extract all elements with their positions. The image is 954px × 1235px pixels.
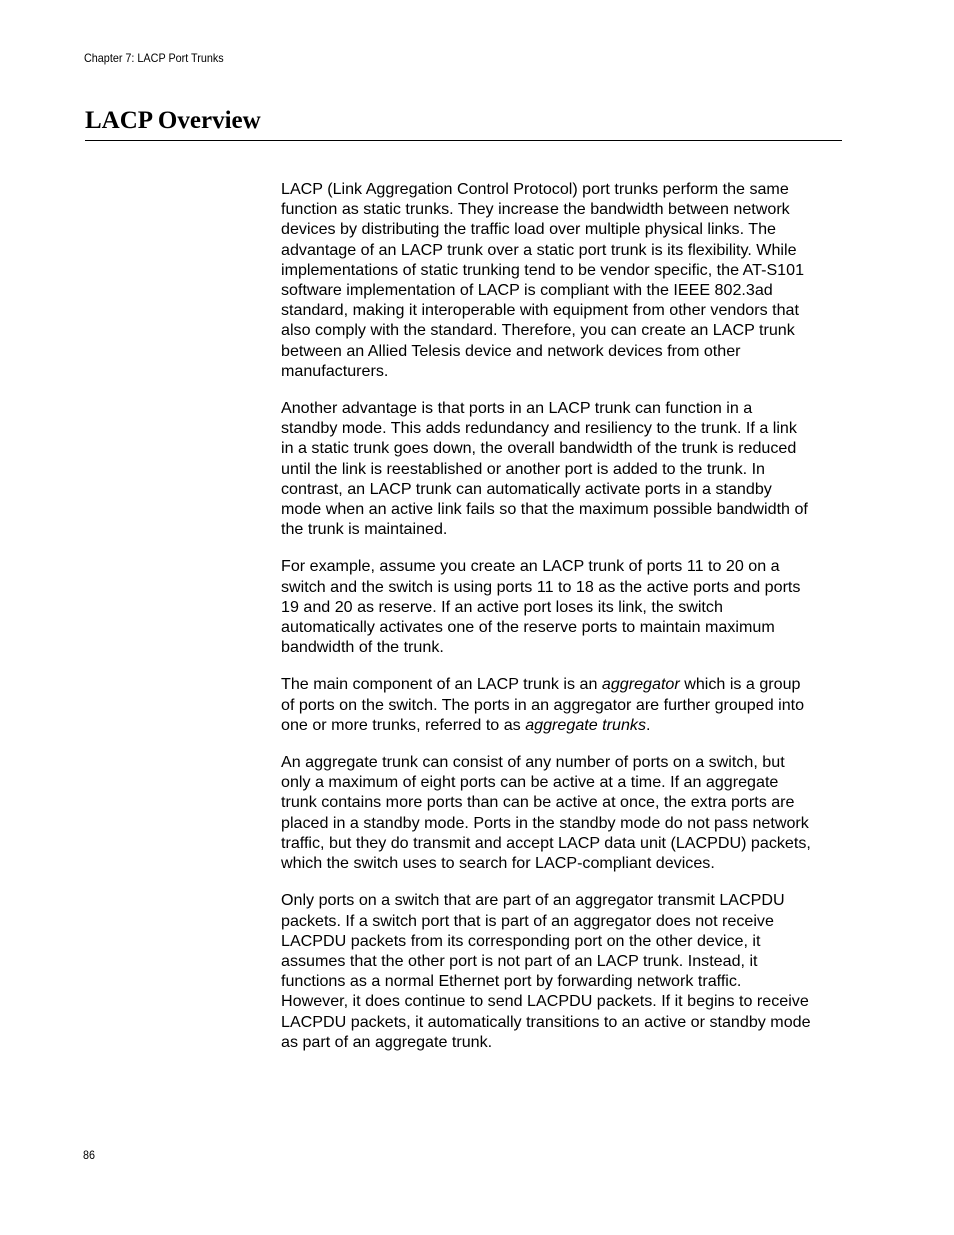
- text-line: bandwidth of the trunk.: [281, 638, 444, 657]
- text-line: between an Allied Telesis device and network devices from other: [281, 341, 741, 360]
- paragraph-lacpdu: [281, 890, 841, 1052]
- text-line: standby mode. This adds redundancy and resiliency to the trunk. If a link: [281, 419, 797, 438]
- text-line: in a static trunk goes down, the overall bandwidth of the trunk is reduced: [281, 439, 797, 458]
- text-line: Only ports on a switch that are part of an aggregator transmit LACPDU: [281, 891, 785, 910]
- text-line: as part of an aggregate trunk.: [281, 1032, 493, 1051]
- running-header: Chapter 7: LACP Port Trunks: [84, 51, 224, 65]
- text-line: placed in a standby mode. Ports in the standby mode do not pass network: [281, 813, 809, 832]
- text-line: An aggregate trunk can consist of any number of ports on a switch, but: [281, 753, 785, 772]
- text-line: also comply with the standard. Therefore, you can create an LACP trunk: [281, 321, 795, 340]
- text-run: one or more trunks, referred to as: [281, 715, 526, 734]
- text-line: switch and the switch is using ports 11 to 18 as the active ports and ports: [281, 577, 801, 596]
- text-line: functions as a normal Ethernet port by forwarding network traffic.: [281, 972, 742, 991]
- text-line: 19 and 20 as reserve. If an active port loses its link, the switch: [281, 597, 723, 616]
- text-line: implementations of static trunking tend to be vendor specific, the AT-S101: [281, 260, 805, 279]
- term-aggregator: aggregator: [601, 675, 680, 694]
- term-aggregate-trunks: aggregate trunks: [525, 715, 646, 734]
- page-number: 86: [83, 1148, 96, 1162]
- body-text: [281, 179, 841, 1069]
- text-line: automatically activates one of the reserve ports to maintain maximum: [281, 618, 775, 637]
- text-run: which is a group: [679, 675, 801, 694]
- paragraph-example: [281, 556, 841, 657]
- section-title: LACP Overview: [85, 107, 261, 134]
- text-line: which the switch uses to search for LACP-compliant devices.: [281, 854, 715, 873]
- text-line: advantage of an LACP trunk over a static port trunk is its flexibility. While: [281, 240, 797, 259]
- text-line: [281, 674, 841, 694]
- paragraph-lacp-intro: [281, 179, 841, 381]
- text-line: devices by distributing the traffic load over multiple physical links. The: [281, 220, 776, 239]
- paragraph-aggregate-trunk: [281, 752, 841, 873]
- text-line: packets. If a switch port that is part of an aggregator does not receive: [281, 911, 774, 930]
- text-line: For example, assume you create an LACP trunk of ports 11 to 20 on a: [281, 557, 780, 576]
- text-line: LACPDU packets, it automatically transitions to an active or standby mode: [281, 1012, 811, 1031]
- text-line: of ports on the switch. The ports in an aggregator are further grouped into: [281, 695, 805, 714]
- title-rule: [85, 140, 842, 141]
- text-line: trunk contains more ports than can be active at once, the extra ports are: [281, 793, 795, 812]
- text-line: the trunk is maintained.: [281, 520, 448, 539]
- text-line: LACP (Link Aggregation Control Protocol) port trunks perform the same: [281, 180, 789, 198]
- text-line: function as static trunks. They increase the bandwidth between network: [281, 200, 790, 219]
- text-line: [281, 715, 841, 735]
- text-line: However, it does continue to send LACPDU packets. If it begins to receive: [281, 992, 809, 1011]
- text-line: standard, making it interoperable with equipment from other vendors that: [281, 301, 799, 320]
- text-line: Another advantage is that ports in an LACP trunk can function in a: [281, 399, 753, 418]
- text-line: only a maximum of eight ports can be active at a time. If an aggregate: [281, 773, 779, 792]
- paragraph-aggregator: [281, 674, 841, 735]
- text-line: LACPDU packets from its corresponding port on the other device, it: [281, 931, 761, 950]
- text-run: .: [646, 715, 651, 734]
- text-line: traffic, but they do transmit and accept LACP data unit (LACPDU) packets,: [281, 833, 811, 852]
- text-run: The main component of an LACP trunk is an: [281, 675, 602, 694]
- text-line: contrast, an LACP trunk can automatically activate ports in a standby: [281, 479, 772, 498]
- paragraph-standby-advantage: [281, 398, 841, 539]
- text-line: assumes that the other port is not part of an LACP trunk. Instead, it: [281, 951, 758, 970]
- text-line: until the link is reestablished or another port is added to the trunk. In: [281, 459, 765, 478]
- text-line: software implementation of LACP is compliant with the IEEE 802.3ad: [281, 281, 773, 300]
- text-line: mode when an active link fails so that the maximum possible bandwidth of: [281, 500, 808, 519]
- text-line: manufacturers.: [281, 361, 389, 380]
